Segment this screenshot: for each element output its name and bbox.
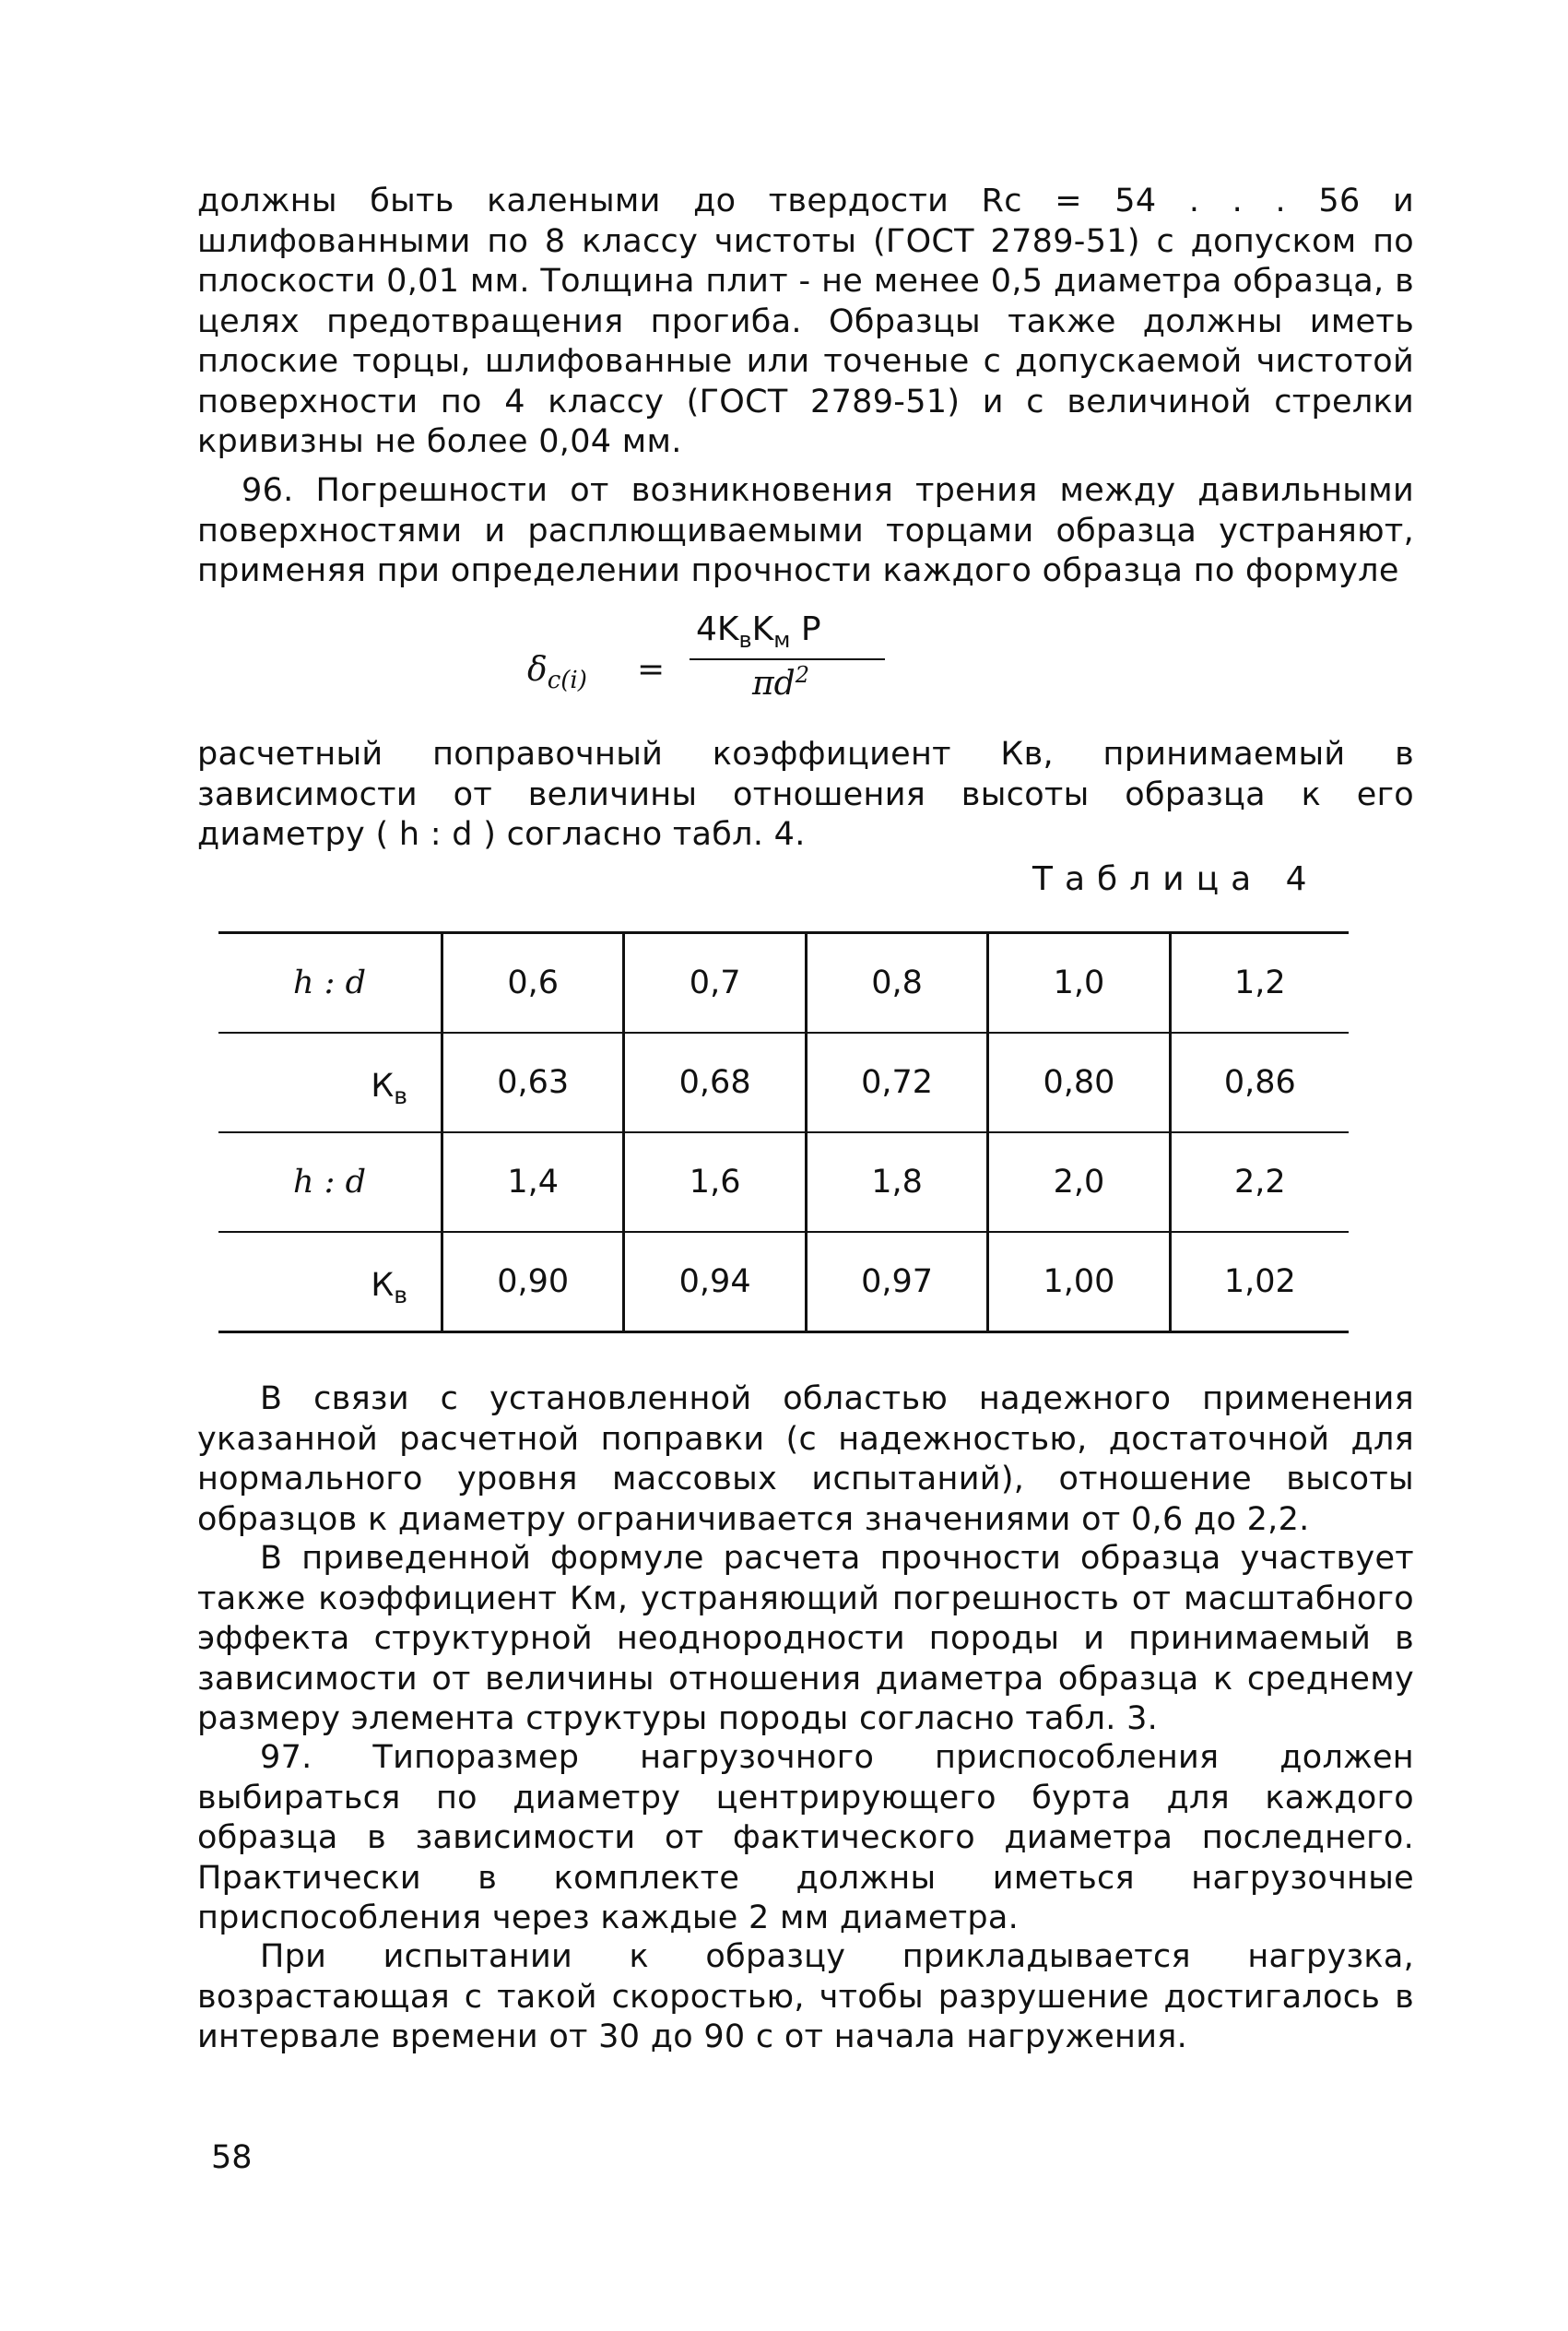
paragraph-load: При испытании к образцу прикладывается нагрузка, возрастающая с такой скоростью, чтобы разрушение достигалось в интервале времени от 30 до 90 с от начала нагружения. <box>197 1938 1414 2055</box>
table-title: Таблица 4 <box>1032 860 1319 898</box>
fraction-bar <box>690 658 885 660</box>
table-cell: 0,7 <box>624 933 806 1034</box>
table-cell: 0,63 <box>442 1033 624 1132</box>
paragraph-continuation: должны быть калеными до твердости Rc = 54 . . . 56 и шлифованными по 8 классу чистоты (ГОСТ 2789-51) с допуском по плоскости 0,01 мм. Толщина плит - не менее 0,5 диаметра образца, в целях предотвращения прогиба. Образцы также должны иметь плоские торцы, шлифованные или точеные с допускаемой чистотой поверхности по 4 классу (ГОСТ 2789-51) и с величиной стрелки кривизны не более 0,04 мм. <box>197 183 1414 460</box>
table-cell: 0,72 <box>806 1033 987 1132</box>
strength-formula <box>505 601 892 721</box>
table-row <box>218 1132 1349 1232</box>
table-cell: 2,2 <box>1170 1132 1349 1232</box>
page-number: 58 <box>211 2139 253 2176</box>
table-row <box>218 933 1349 1034</box>
paragraph-km: В приведенной формуле расчета прочности образца участвует также коэффициент Км, устраняющий погрешность от масштабного эффекта структурной неоднородности породы и принимаемый в зависимости от величины отношения диаметра образца к среднему размеру элемента структуры породы согласно табл. 3. <box>197 1540 1414 1737</box>
formula-lhs: $\delta_{c(i)}$ <box>527 651 587 695</box>
row-label: $К_в$ <box>218 1232 442 1332</box>
table-cell: 0,90 <box>442 1232 624 1332</box>
table-cell: 1,00 <box>988 1232 1170 1332</box>
row-label: h : d <box>218 933 442 1034</box>
table-cell: 1,8 <box>806 1132 987 1232</box>
table-cell: 0,86 <box>1170 1033 1349 1132</box>
table-cell: 1,02 <box>1170 1232 1349 1332</box>
table-cell: 1,0 <box>988 933 1170 1034</box>
table-cell: 0,6 <box>442 933 624 1034</box>
formula-numerator: $4K_вK_м$ P <box>696 610 821 654</box>
table-row <box>218 1033 1349 1132</box>
table-cell: 1,2 <box>1170 933 1349 1034</box>
table-cell: 0,94 <box>624 1232 806 1332</box>
formula-equals: = <box>637 651 666 689</box>
row-label: $К_в$ <box>218 1033 442 1132</box>
table-cell: 0,8 <box>806 933 987 1034</box>
table-cell: 0,68 <box>624 1033 806 1132</box>
paragraph-97: 97. Типоразмер нагрузочного приспособления должен выбираться по диаметру центрирующего бурта для каждого образца в зависимости от фактического диаметра последнего. Практически в комплекте должны иметься нагрузочные приспособления через каждые 2 мм диаметра. <box>197 1739 1414 1936</box>
paragraph-96: 96. Погрешности от возникновения трения между давильными поверхностями и расплющиваемыми торцами образца устраняют, применяя при определении прочности каждого образца по формуле <box>197 472 1414 589</box>
table-cell: 1,6 <box>624 1132 806 1232</box>
table-cell: 1,4 <box>442 1132 624 1232</box>
paragraph-range: В связи с установленной областью надежного применения указанной расчетной поправки (с надежностью, достаточной для нормального уровня массовых испытаний), отношение высоты образцов к диаметру ограничивается значениями от 0,6 до 2,2. <box>197 1380 1414 1538</box>
row-label: h : d <box>218 1132 442 1232</box>
table-cell: 0,97 <box>806 1232 987 1332</box>
table-row <box>218 1232 1349 1332</box>
table-cell: 0,80 <box>988 1033 1170 1132</box>
table-cell: 2,0 <box>988 1132 1170 1232</box>
paragraph-coefficient: расчетный поправочный коэффициент Кв, принимаемый в зависимости от величины отношения высоты образца к его диаметру ( h : d ) согласно табл. 4. <box>197 736 1414 853</box>
coefficient-table <box>218 931 1349 1333</box>
formula-denominator: $\pi d^2$ <box>752 662 809 703</box>
